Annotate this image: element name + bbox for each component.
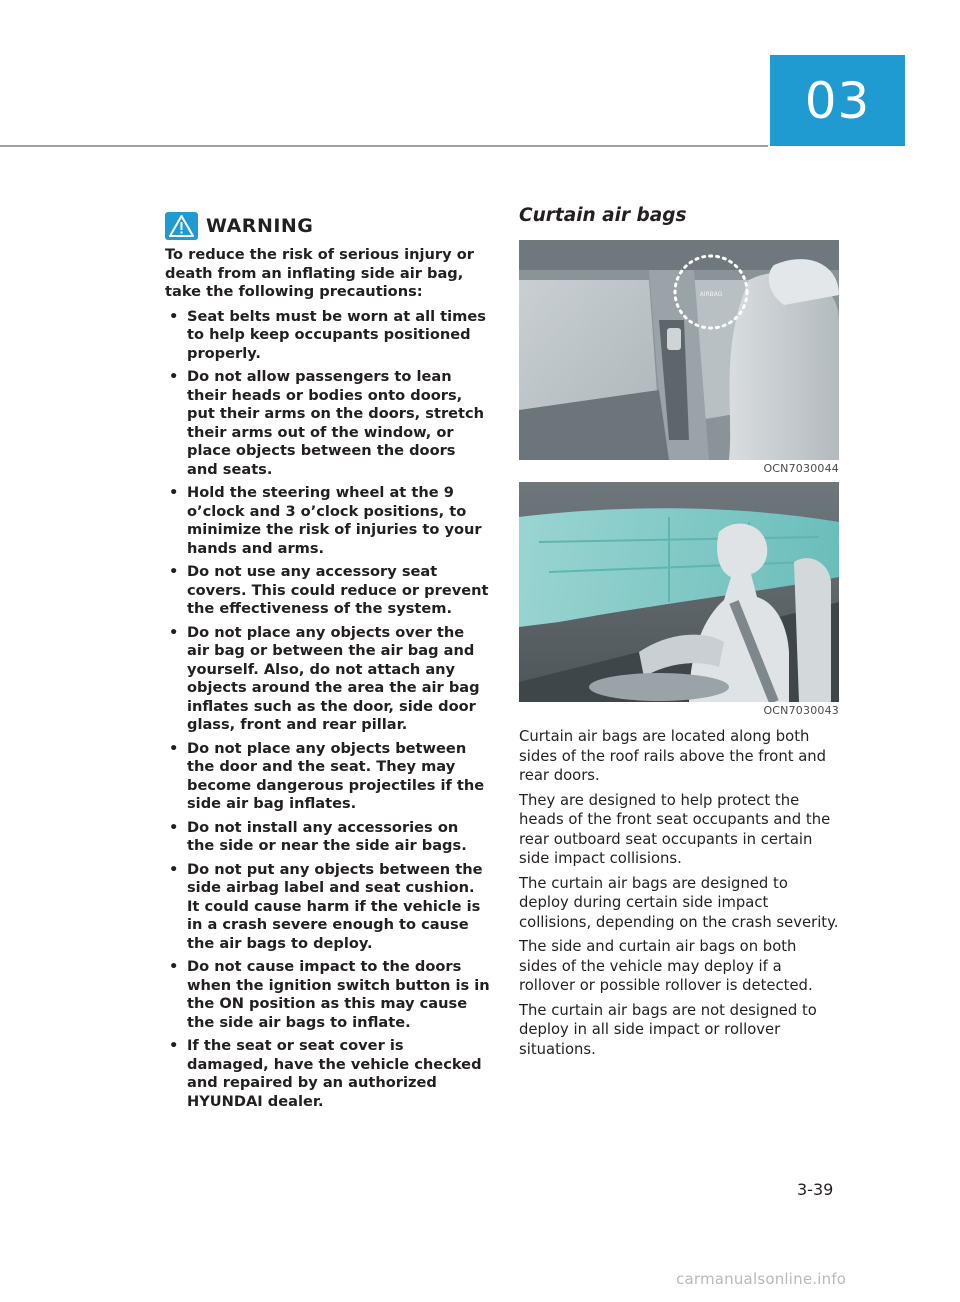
paragraph: The curtain air bags are designed to deploy during certain side impact collisions, depending on the crash severity.	[519, 874, 839, 931]
curtain-airbag-section	[519, 205, 839, 1064]
warning-list	[165, 308, 490, 1112]
paragraph: The curtain air bags are not designed to deploy in all side impact or rollover situations.	[519, 1001, 817, 1058]
paragraph: Curtain air bags are located along both sides of the roof rails above the front and rear doors.	[519, 728, 827, 784]
paragraph: They are designed to help protect the heads of the front seat occupants and the rear outboard seat occupants in certain side impact collisions.	[519, 791, 831, 867]
pillar-illustration	[519, 240, 839, 460]
airbag-label: AIRBAG	[699, 291, 723, 298]
figure-airbag-pillar	[519, 240, 839, 460]
list-item: • Do not place any objects over the air bag or between the air bag and yourself. Also, do not attach any objects around the area the air bag inflates such as the door, side door glass, front and rear pillar.	[169, 623, 480, 733]
list-item: • Do not install any accessories on the side or near the side air bags.	[169, 818, 467, 854]
curtain-illustration	[519, 482, 839, 702]
figure-curtain-airbag	[519, 482, 839, 702]
list-item: • Do not place any objects between the door and the seat. They may become dangerous projectiles if the side air bag inflates.	[169, 739, 485, 812]
list-item: • Do not use any accessory seat covers. This could reduce or prevent the effectiveness of the system.	[169, 563, 489, 617]
section-title: Curtain air bags	[519, 205, 687, 226]
warning-header	[165, 212, 490, 240]
warning-box	[165, 212, 490, 1116]
section-body	[519, 727, 839, 1059]
list-item: • Seat belts must be worn at all times to help keep occupants positioned properly.	[169, 307, 486, 362]
list-item: • If the seat or seat cover is damaged, have the vehicle checked and repaired by an authorized HYUNDAI dealer.	[169, 1037, 482, 1110]
warning-title: WARNING	[206, 215, 314, 237]
chapter-number: 03	[804, 71, 871, 130]
warning-intro: To reduce the risk of serious injury or death from an inflating side air bag, take the following precautions:	[165, 246, 474, 300]
header-rule	[0, 145, 768, 147]
page-number: 3-39	[797, 1180, 834, 1199]
list-item: • Do not cause impact to the doors when the ignition switch button is in the ON position as this may cause the side air bags to inflate.	[169, 958, 490, 1031]
watermark: carmanualsonline.info	[676, 1270, 847, 1288]
figure-code-1: OCN7030044	[763, 462, 839, 475]
figure-code-2: OCN7030043	[763, 704, 839, 717]
paragraph: The side and curtain air bags on both sides of the vehicle may deploy if a rollover or possible rollover is detected.	[519, 938, 813, 994]
list-item: • Hold the steering wheel at the 9 o’clock and 3 o’clock positions, to minimize the risk of injuries to your hands and arms.	[169, 484, 482, 557]
list-item: • Do not put any objects between the side airbag label and seat cushion. It could cause harm if the vehicle is in a crash severe enough to cause the air bags to deploy.	[169, 860, 483, 952]
list-item: • Do not allow passengers to lean their heads or bodies onto doors, put their arms on the doors, stretch their arms out of the window, or place objects between the doors and seats.	[169, 368, 485, 478]
warning-triangle-icon	[165, 212, 198, 240]
chapter-tab	[770, 55, 905, 146]
